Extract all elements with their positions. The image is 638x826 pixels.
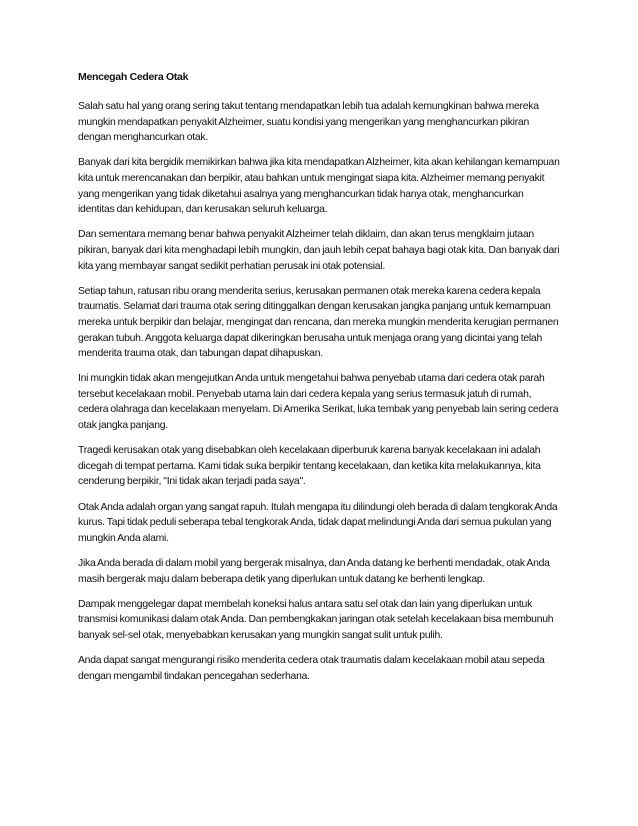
document-title: Mencegah Cedera Otak [78,71,189,83]
paragraph-6: Tragedi kerusakan otak yang disebabkan oleh kecelakaan diperburuk karena banyak kecelakaan ini adalah dicegah di tempat pertama. Kami tidak suka berpikir tentang kecelakaan, dan ketika kita melakukannya, kita cenderung berpikir, "Ini tidak akan terjadi pada saya". [78,445,541,488]
paragraph-9: Dampak menggelegar dapat membelah koneksi halus antara satu sel otak dan lain yang diperlukan untuk transmisi komunikasi dalam otak Anda. Dan pembengkakan jaringan otak setelah kecelakaan bisa membunuh banyak sel-sel otak, menyebabkan kerusakan yang mungkin sangat sulit untuk pulih. [78,598,554,641]
paragraph-3: Dan sementara memang benar bahwa penyakit Alzheimer telah diklaim, dan akan terus mengklaim jutaan pikiran, banyak dari kita menghadapi lebih mungkin, dan jauh lebih cepat bahaya bagi otak kita. Dan banyak dari kita yang membayar sangat sedikit perhatian perusak ini otak potensial. [78,229,560,272]
paragraph-8: Jika Anda berada di dalam mobil yang bergerak misalnya, dan Anda datang ke berhenti mendadak, otak Anda masih bergerak maju dalam beberapa detik yang diperlukan untuk datang ke berhenti lengkap. [78,558,550,585]
document-page [78,70,562,694]
paragraph-10: Anda dapat sangat mengurangi risiko menderita cedera otak traumatis dalam kecelakaan mobil atau sepeda dengan mengambil tindakan pencegahan sederhana. [78,655,545,682]
paragraph-1: Salah satu hal yang orang sering takut tentang mendapatkan lebih tua adalah kemungkinan bahwa mereka mungkin mendapatkan penyakit Alzheimer, suatu kondisi yang mengerikan yang menghancurkan pikiran dengan menghancurkan otak. [78,101,539,144]
paragraph-2: Banyak dari kita bergidik memikirkan bahwa jika kita mendapatkan Alzheimer, kita akan kehilangan kemampuan kita untuk merencanakan dan berpikir, atau bahkan untuk mengingat siapa kita. Alzheimer memang penyakit yang mengerikan yang tidak diketahui asalnya yang menghancurkan tidak hanya otak, menghancurkan identitas dan kehidupan, dan kerusakan seluruh keluarga. [78,157,560,216]
paragraph-5: Ini mungkin tidak akan mengejutkan Anda untuk mengetahui bahwa penyebab utama dari cedera otak parah tersebut kecelakaan mobil. Penyebab utama lain dari cedera kepala yang serius termasuk jatuh di rumah, cedera olahraga dan kecelakaan menyelam. Di Amerika Serikat, luka tembak yang penyebab lain sering cedera otak jangka panjang. [78,373,559,432]
paragraph-4: Setiap tahun, ratusan ribu orang menderita serius, kerusakan permanen otak mereka karena cedera kepala traumatis. Selamat dari trauma otak sering ditinggalkan dengan kerusakan jangka panjang untuk kemampuan mereka untuk berpikir dan belajar, mengingat dan rencana, dan mereka mungkin menderita kerugian permanen gerakan tubuh. Anggota keluarga dapat dikeringkan berusaha untuk menjaga orang yang dicintai yang telah menderita trauma otak, dan tabungan dapat dihapuskan. [78,285,559,360]
paragraph-7: Otak Anda adalah organ yang sangat rapuh. Itulah mengapa itu dilindungi oleh berada di dalam tengkorak Anda kurus. Tapi tidak peduli seberapa tebal tengkorak Anda, tidak dapat melindungi Anda dari semua pukulan yang mungkin Anda alami. [78,501,558,544]
